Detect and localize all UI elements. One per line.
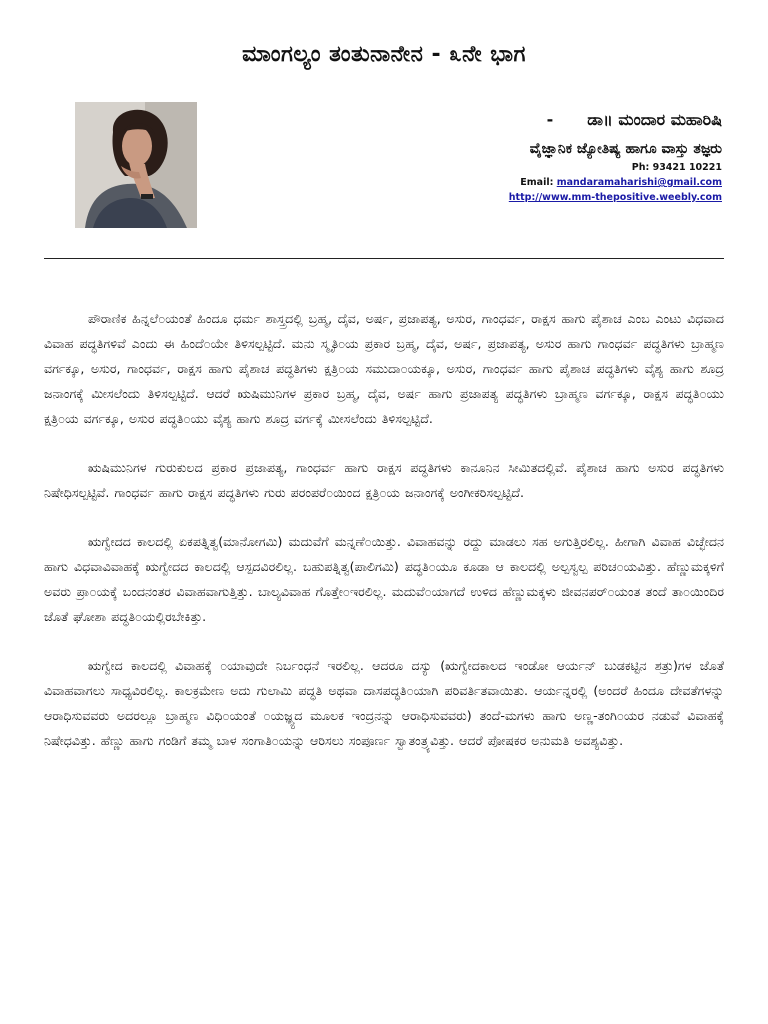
author-info: [242, 108, 722, 205]
author-phone: Ph: 93421 10221: [631, 162, 722, 173]
email-link[interactable]: mandaramaharishi@gmail.com: [556, 177, 722, 188]
article-paragraph: ಋಗ್ವೇದ ಕಾಲದಲ್ಲಿ ವಿವಾಹಕ್ಕೆ ೦ಯಾವುದೇ ನಿರ್ಬಂಧನೆ ಇರಲಿಲ್ಲ. ಆದರೂ ದಸ್ಯು (ಋಗ್ವೇದಕಾಲದ ಇಂಡೋ ಆರ್ಯನ್ ಬುಡಕಟ್ಟಿನ ಶತ್ರು)ಗಳ ಜೊತೆ ವಿವಾಹವಾಗಲು ಸಾಧ್ಯವಿರಲಿಲ್ಲ. ಕಾಲಕ್ರಮೇಣ ಅದು ಗುಲಾಮಿ ಪದ್ಧತಿ ಅಥವಾ ದಾಸಪದ್ಧತಿ೦ಯಾಗಿ ಪರಿವರ್ತಿತವಾಯಿತು. ಆರ್ಯನ್ನರಲ್ಲಿ (ಅಂದರೆ ಹಿಂದೂ ದೇವತೆಗಳನ್ನು ಆರಾಧಿಸುವವರು ಅದರಲ್ಲೂ ಬ್ರಾಹ್ಮಣ ವಿಧಿ೦ಯಂತೆ ೦ಯಜ್ಞ್ಯದ ಮೂಲಕ ಇಂದ್ರನನ್ನು ಆರಾಧಿಸುವವರು) ತಂದೆ-ಮಗಳು ಹಾಗು ಅಣ್ಣ-ತಂಗಿ೦ಯರ ನಡುವೆ ವಿವಾಹಕ್ಕೆ ನಿಷೇಧವಿತ್ತು. ಹೆಣ್ಣು ಹಾಗು ಗಂಡಿಗೆ ತಮ್ಮ ಬಾಳ ಸಂಗಾತಿ೦ಯನ್ನು ಆರಿಸಲು ಸಂಪೂರ್ಣ ಸ್ವಾತಂತ್ರ್ಯವಿತ್ತು. ಆದರೆ ಪೋಷಕರ ಅನುಮತಿ ಅವಶ್ಯವಿತ್ತು.: [44, 658, 724, 748]
author-dash: -: [546, 110, 554, 129]
author-name: ಡಾ॥ ಮಂದಾರ ಮಹಾರಿಷಿ: [587, 110, 722, 129]
author-name-row: [242, 108, 722, 134]
author-role: ವೈಜ್ಞಾನಿಕ ಜ್ಯೋತಿಷ್ಯ ಹಾಗೂ ವಾಸ್ತು ತಜ್ಞರು: [529, 141, 722, 157]
article-body: [44, 306, 724, 777]
website-link[interactable]: http://www.mm-thepositive.weebly.com: [508, 192, 722, 203]
article-paragraph: ಋಷಿಮುನಿಗಳ ಗುರುಕುಲದ ಪ್ರಕಾರ ಪ್ರಜಾಪತ್ಯ, ಗಾಂಧರ್ವ ಹಾಗು ರಾಕ್ಷಸ ಪದ್ಧತಿಗಳು ಕಾನೂನಿನ ಸೀಮಿತದಲ್ಲಿವೆ. ಪೈಶಾಚ ಹಾಗು ಅಸುರ ಪದ್ಧತಿಗಳು ನಿಷೇಧಿಸಲ್ಪಟ್ಟಿವೆ. ಗಾಂಧರ್ವ ಹಾಗು ರಾಕ್ಷಸ ಪದ್ಧತಿಗಳು ಗುರು ಪರಂಪರೆ೦ಯಿಂದ ಕ್ಷತ್ರಿ೦ಯ ಜನಾಂಗಕ್ಕೆ ಅಂಗೀಕರಿಸಲ್ಪಟ್ಟಿದೆ.: [44, 460, 724, 500]
header-divider: [44, 258, 724, 259]
article-paragraph: ಋಗ್ವೇದದ ಕಾಲದಲ್ಲಿ ಏಕಪತ್ನಿತ್ವ(ಮಾನೋಗಮಿ) ಮದುವೆಗೆ ಮನ್ನಣೆ೦ಯಿತ್ತು. ವಿವಾಹವನ್ನು ರದ್ದು ಮಾಡಲು ಸಹ ಅಗುತ್ತಿರಲಿಲ್ಲ. ಹೀಗಾಗಿ ವಿವಾಹ ವಿಚ್ಛೇದನ ಹಾಗು ವಿಧವಾವಿವಾಹಕ್ಕೆ ಋಗ್ವೇದದ ಕಾಲದಲ್ಲಿ ಆಸ್ಪದವಿರಲಿಲ್ಲ. ಬಹುಪತ್ನಿತ್ವ(ಪಾಲಿಗಮಿ) ಪದ್ಧತಿ೦ಯೂ ಕೂಡಾ ಆ ಕಾಲದಲ್ಲಿ ಅಲ್ಪಸ್ವಲ್ಪ ಪರಿಚ೦ಯವಿತ್ತು. ಹೆಣ್ಣುಮಕ್ಕಳಿಗೆ ಅವರು ಪ್ರಾ೦ಯಕ್ಕೆ ಬಂದನಂತರ ವಿವಾಹವಾಗುತ್ತಿತ್ತು. ಬಾಲ್ಯವಿವಾಹ ಗೊತ್ತೇ೦ಇರಲಿಲ್ಲ. ಮದುವೆ೦ಯಾಗದೆ ಉಳಿದ ಹೆಣ್ಣುಮಕ್ಕಳು ಜೀವನಪರ್೦ಯಂತ ತಂದೆ ತಾ೦ಯಿಂದಿರ ಜೊತೆ ಘೋಶಾ ಪದ್ಧತಿ೦ಯಲ್ಲಿರಬೇಕಿತ್ತು.: [44, 534, 724, 624]
email-label: Email:: [520, 177, 557, 188]
author-photo: [75, 102, 197, 228]
article-paragraph: ಪೌರಾಣಿಕ ಹಿನ್ನಲೆ೦ಯಂತೆ ಹಿಂದೂ ಧರ್ಮ ಶಾಸ್ತ್ರದಲ್ಲಿ ಬ್ರಹ್ಮ, ದೈವ, ಅರ್ಷ, ಪ್ರಜಾಪತ್ಯ, ಅಸುರ, ಗಾಂಧರ್ವ, ರಾಕ್ಷಸ ಹಾಗು ಪೈಶಾಚ ಎಂಬ ಎಂಟು ವಿಧವಾದ ವಿವಾಹ ಪದ್ಧತಿಗಳಿವೆ ಎಂದು ಈ ಹಿಂದೆ೦ಯೇ ತಿಳಿಸಲ್ಪಟ್ಟಿದೆ. ಮನು ಸ್ಮೃತಿ೦ಯ ಪ್ರಕಾರ ಬ್ರಹ್ಮ, ದೈವ, ಅರ್ಷ, ಪ್ರಜಾಪತ್ಯ, ಅಸುರ ಹಾಗು ಗಾಂಧರ್ವ ಪದ್ಧತಿಗಳು ಬ್ರಾಹ್ಮಣ ವರ್ಗಕ್ಕೂ, ಅಸುರ, ಗಾಂಧರ್ವ, ರಾಕ್ಷಸ ಹಾಗು ಪೈಶಾಚ ಪದ್ಧತಿಗಳು ಕ್ಷತ್ರಿ೦ಯ ಸಮುದಾ೦ಯಕ್ಕೂ, ಅಸುರ, ಗಾಂಧರ್ವ ಹಾಗು ಪೈಶಾಚ ಪದ್ಧತಿಗಳು ವೈಶ್ಯ ಹಾಗು ಶೂದ್ರ ಜನಾಂಗಕ್ಕೆ ಮೀಸಲೆಂದು ತಿಳಿಸಲ್ಪಟ್ಟಿದೆ. ಆದರೆ ಋಷಿಮುನಿಗಳ ಪ್ರಕಾರ ಬ್ರಹ್ಮ, ದೈವ, ಅರ್ಷ ಹಾಗು ಪ್ರಜಾಪತ್ಯ ಪದ್ಧತಿಗಳು ಬ್ರಾಹ್ಮಣ ವರ್ಗಕ್ಕೂ, ರಾಕ್ಷಸ ಪದ್ಧತಿ೦ಯು ಕ್ಷತ್ರಿ೦ಯ ವರ್ಗಕ್ಕೂ, ಅಸುರ ಪದ್ಧತಿ೦ಯು ವೈಶ್ಯ ಹಾಗು ಶೂದ್ರ ವರ್ಗಕ್ಕೆ ಮೀಸಲೆಂದು ತಿಳಿಸಲ್ಪಟ್ಟಿದೆ.: [44, 311, 724, 426]
document-title: ಮಾಂಗಲ್ಯಂ ತಂತುನಾನೇನ - ೩ನೇ ಭಾಗ: [242, 42, 526, 67]
author-email-row: [242, 175, 722, 190]
author-website-row: [242, 190, 722, 205]
